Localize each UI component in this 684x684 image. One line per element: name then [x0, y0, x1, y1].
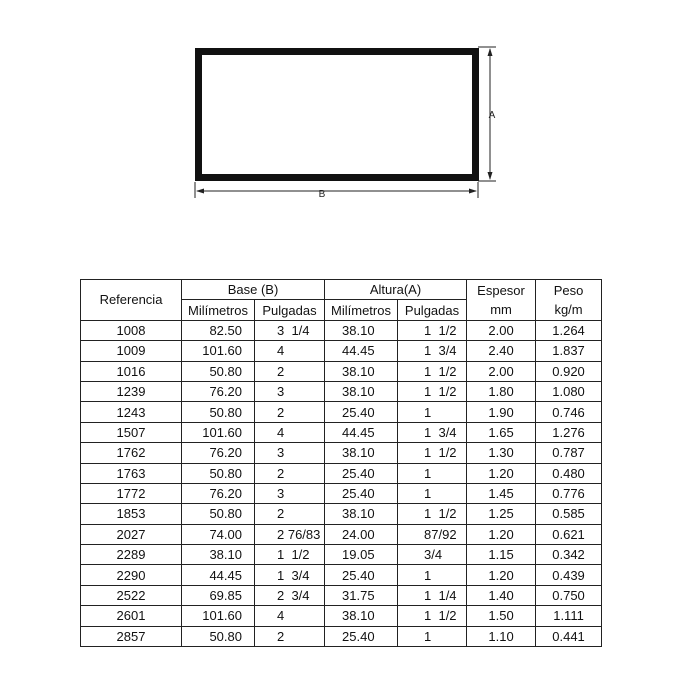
cell-base-mm: 82.50: [182, 320, 255, 340]
cell-peso: 1.080: [536, 381, 602, 401]
cell-altura-in: 1: [398, 402, 467, 422]
cell-base-in: 2: [255, 504, 325, 524]
cell-referencia: 2289: [81, 545, 182, 565]
cell-altura-in: 3/4: [398, 545, 467, 565]
cell-peso: 1.276: [536, 422, 602, 442]
cell-base-in: 2: [255, 463, 325, 483]
cell-base-in: 3: [255, 443, 325, 463]
cell-altura-mm: 19.05: [325, 545, 398, 565]
cell-referencia: 1507: [81, 422, 182, 442]
table-row: [81, 565, 602, 585]
table-row: [81, 504, 602, 524]
header-peso: [536, 280, 602, 321]
header-base-mm: Milímetros: [182, 300, 255, 320]
cell-base-mm: 44.45: [182, 565, 255, 585]
header-altura-mm: Milímetros: [325, 300, 398, 320]
cell-espesor: 1.20: [467, 524, 536, 544]
cell-base-in: 2 76/83: [255, 524, 325, 544]
cell-referencia: 2522: [81, 585, 182, 605]
cell-peso: 0.585: [536, 504, 602, 524]
cell-referencia: 1772: [81, 483, 182, 503]
cell-altura-in: 1 1/4: [398, 585, 467, 605]
cell-referencia: 1016: [81, 361, 182, 381]
cell-altura-mm: 44.45: [325, 422, 398, 442]
cell-peso: 0.342: [536, 545, 602, 565]
cell-altura-in: 1: [398, 626, 467, 646]
cell-altura-mm: 25.40: [325, 483, 398, 503]
cell-altura-in: 1 1/2: [398, 606, 467, 626]
header-altura-in: Pulgadas: [398, 300, 467, 320]
table-row: [81, 402, 602, 422]
cell-referencia: 1239: [81, 381, 182, 401]
cell-espesor: 2.00: [467, 320, 536, 340]
header-peso-label: Peso: [553, 282, 584, 298]
cell-espesor: 1.45: [467, 483, 536, 503]
arrow-up-icon: [488, 48, 493, 56]
cell-referencia: 1243: [81, 402, 182, 422]
cell-peso: 0.787: [536, 443, 602, 463]
cell-altura-in: 1: [398, 483, 467, 503]
cell-altura-in: 1 1/2: [398, 504, 467, 524]
cell-base-in: 1 3/4: [255, 565, 325, 585]
header-altura: Altura(A): [325, 280, 467, 300]
cell-altura-mm: 38.10: [325, 443, 398, 463]
cell-espesor: 1.20: [467, 463, 536, 483]
cell-base-mm: 50.80: [182, 504, 255, 524]
cell-base-mm: 101.60: [182, 606, 255, 626]
cell-altura-mm: 38.10: [325, 381, 398, 401]
cell-referencia: 2290: [81, 565, 182, 585]
table-row: [81, 381, 602, 401]
table-row: [81, 361, 602, 381]
cell-peso: 0.480: [536, 463, 602, 483]
header-espesor-label: Espesor: [477, 282, 525, 298]
cell-altura-mm: 24.00: [325, 524, 398, 544]
table-row: [81, 585, 602, 605]
cell-espesor: 2.00: [467, 361, 536, 381]
cell-espesor: 1.65: [467, 422, 536, 442]
header-base-in: Pulgadas: [255, 300, 325, 320]
cell-referencia: 1763: [81, 463, 182, 483]
table-row: [81, 626, 602, 646]
cell-base-mm: 50.80: [182, 463, 255, 483]
cell-peso: 0.746: [536, 402, 602, 422]
cell-altura-in: 1 3/4: [398, 341, 467, 361]
cell-altura-in: 1: [398, 463, 467, 483]
header-espesor: [467, 280, 536, 321]
arrow-down-icon: [488, 172, 493, 180]
base-label: B: [318, 189, 326, 200]
table-row: [81, 606, 602, 626]
cell-base-in: 2 3/4: [255, 585, 325, 605]
cell-base-mm: 50.80: [182, 626, 255, 646]
cell-espesor: 1.80: [467, 381, 536, 401]
table-row: [81, 422, 602, 442]
table-row: [81, 524, 602, 544]
cell-peso: 0.621: [536, 524, 602, 544]
cell-altura-in: 1 1/2: [398, 320, 467, 340]
cell-base-in: 3: [255, 483, 325, 503]
cell-espesor: 1.50: [467, 606, 536, 626]
header-peso-unit: kg/m: [554, 301, 583, 317]
cell-base-mm: 76.20: [182, 483, 255, 503]
cell-altura-mm: 25.40: [325, 402, 398, 422]
cell-altura-mm: 31.75: [325, 585, 398, 605]
cell-espesor: 1.90: [467, 402, 536, 422]
cell-base-in: 4: [255, 606, 325, 626]
profile-diagram: [0, 0, 684, 240]
cell-altura-in: 1 3/4: [398, 422, 467, 442]
arrow-right-icon: [469, 189, 477, 194]
cell-base-in: 3: [255, 381, 325, 401]
table-body: [81, 320, 602, 646]
cell-espesor: 1.25: [467, 504, 536, 524]
cell-altura-mm: 25.40: [325, 626, 398, 646]
cell-referencia: 1009: [81, 341, 182, 361]
cell-base-mm: 50.80: [182, 361, 255, 381]
cell-peso: 0.776: [536, 483, 602, 503]
tube-outline: [199, 52, 476, 178]
cell-peso: 0.439: [536, 565, 602, 585]
cell-altura-in: 1 1/2: [398, 443, 467, 463]
cell-altura-in: 1 1/2: [398, 361, 467, 381]
cell-espesor: 1.10: [467, 626, 536, 646]
table-row: [81, 483, 602, 503]
cell-base-in: 2: [255, 626, 325, 646]
cell-referencia: 1853: [81, 504, 182, 524]
cell-base-mm: 101.60: [182, 341, 255, 361]
cell-espesor: 2.40: [467, 341, 536, 361]
cell-altura-mm: 44.45: [325, 341, 398, 361]
table-row: [81, 545, 602, 565]
table-row: [81, 443, 602, 463]
cell-peso: 0.920: [536, 361, 602, 381]
cell-referencia: 2601: [81, 606, 182, 626]
cell-base-mm: 74.00: [182, 524, 255, 544]
cell-peso: 0.441: [536, 626, 602, 646]
cell-base-mm: 38.10: [182, 545, 255, 565]
cell-base-in: 2: [255, 361, 325, 381]
cell-base-mm: 76.20: [182, 381, 255, 401]
cell-espesor: 1.15: [467, 545, 536, 565]
header-referencia: Referencia: [81, 280, 182, 321]
cell-altura-mm: 38.10: [325, 320, 398, 340]
cell-altura-in: 87/92: [398, 524, 467, 544]
cell-altura-mm: 25.40: [325, 463, 398, 483]
spec-table: [80, 279, 602, 647]
cell-altura-in: 1 1/2: [398, 381, 467, 401]
table-row: [81, 320, 602, 340]
cell-base-in: 4: [255, 341, 325, 361]
arrow-left-icon: [196, 189, 204, 194]
cell-base-mm: 76.20: [182, 443, 255, 463]
cell-peso: 1.264: [536, 320, 602, 340]
cell-referencia: 2027: [81, 524, 182, 544]
cell-espesor: 1.30: [467, 443, 536, 463]
cell-altura-mm: 38.10: [325, 361, 398, 381]
cell-referencia: 1762: [81, 443, 182, 463]
table-row: [81, 463, 602, 483]
header-base: Base (B): [182, 280, 325, 300]
cell-referencia: 2857: [81, 626, 182, 646]
table-row: [81, 341, 602, 361]
cell-base-in: 1 1/2: [255, 545, 325, 565]
cell-altura-in: 1: [398, 565, 467, 585]
cell-altura-mm: 38.10: [325, 606, 398, 626]
height-label: A: [488, 110, 496, 121]
cell-base-mm: 50.80: [182, 402, 255, 422]
cell-peso: 1.837: [536, 341, 602, 361]
cell-espesor: 1.40: [467, 585, 536, 605]
cell-altura-mm: 38.10: [325, 504, 398, 524]
cell-peso: 1.111: [536, 606, 602, 626]
cell-base-in: 2: [255, 402, 325, 422]
cell-base-in: 3 1/4: [255, 320, 325, 340]
header-espesor-unit: mm: [490, 301, 512, 317]
cell-peso: 0.750: [536, 585, 602, 605]
cell-base-mm: 101.60: [182, 422, 255, 442]
cell-base-in: 4: [255, 422, 325, 442]
cell-base-mm: 69.85: [182, 585, 255, 605]
cell-referencia: 1008: [81, 320, 182, 340]
cell-espesor: 1.20: [467, 565, 536, 585]
cell-altura-mm: 25.40: [325, 565, 398, 585]
